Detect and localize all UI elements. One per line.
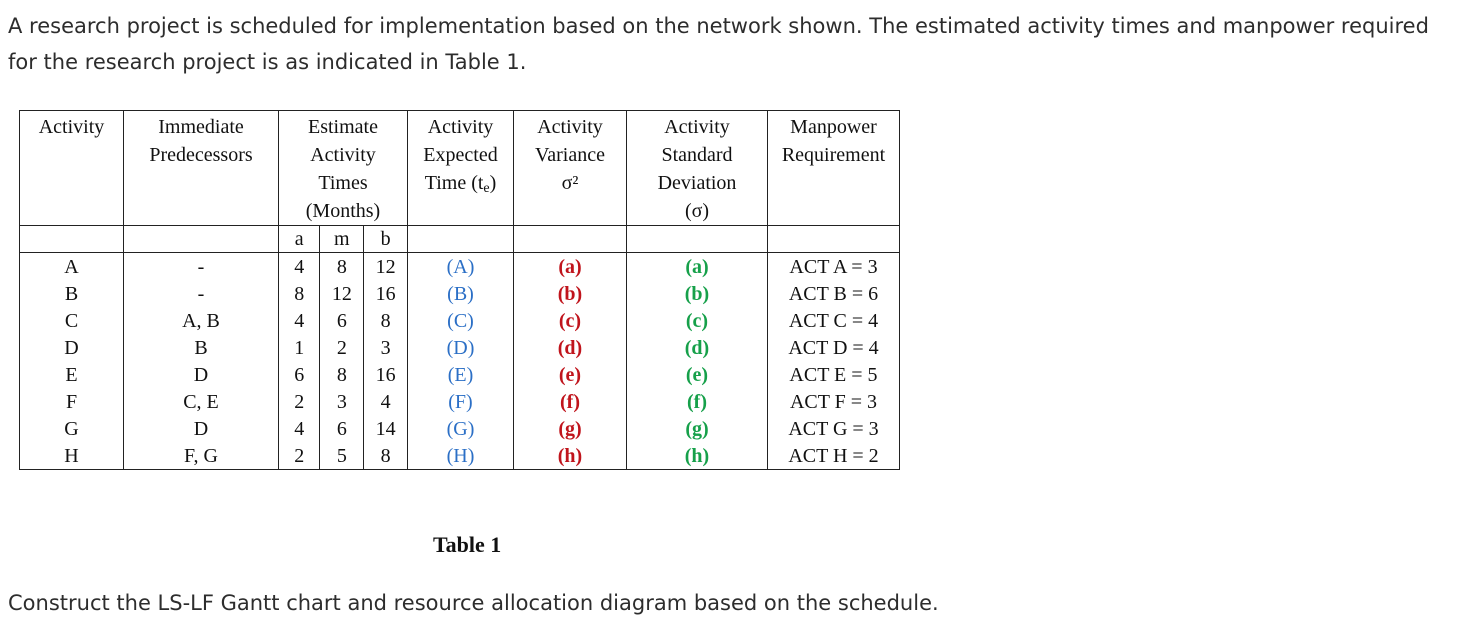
cell-activity: B — [20, 280, 124, 307]
table-header-row — [20, 111, 900, 226]
cell-b: 8 — [364, 442, 408, 470]
cell-b: 12 — [364, 253, 408, 281]
cell-activity: A — [20, 253, 124, 281]
cell-variance: (f) — [514, 388, 627, 415]
cell-variance: (c) — [514, 307, 627, 334]
cell-std-deviation: (a) — [627, 253, 768, 281]
cell-m: 5 — [320, 442, 364, 470]
cell-m: 6 — [320, 307, 364, 334]
cell-activity: F — [20, 388, 124, 415]
table-row — [20, 253, 900, 281]
cell-std-deviation: (h) — [627, 442, 768, 470]
cell-a: 4 — [279, 415, 320, 442]
header-manpower: Manpower Requirement — [768, 111, 900, 226]
header-std-deviation: Activity Standard Deviation (σ) — [627, 111, 768, 226]
table-caption: Table 1 — [433, 532, 502, 557]
cell-predecessors: B — [124, 334, 279, 361]
cell-a: 2 — [279, 388, 320, 415]
cell-manpower: ACT C = 4 — [768, 307, 900, 334]
cell-expected-time: (C) — [408, 307, 514, 334]
cell-m: 8 — [320, 253, 364, 281]
subheader-b: b — [364, 226, 408, 253]
cell-expected-time: (F) — [408, 388, 514, 415]
table-row — [20, 388, 900, 415]
cell-activity: D — [20, 334, 124, 361]
cell-b: 16 — [364, 280, 408, 307]
cell-activity: H — [20, 442, 124, 470]
cell-std-deviation: (e) — [627, 361, 768, 388]
cell-predecessors: F, G — [124, 442, 279, 470]
cell-predecessors: D — [124, 415, 279, 442]
cell-b: 3 — [364, 334, 408, 361]
cell-predecessors: A, B — [124, 307, 279, 334]
cell-std-deviation: (g) — [627, 415, 768, 442]
cell-a: 8 — [279, 280, 320, 307]
cell-activity: C — [20, 307, 124, 334]
cell-manpower: ACT H = 2 — [768, 442, 900, 470]
table-row — [20, 280, 900, 307]
cell-variance: (d) — [514, 334, 627, 361]
cell-manpower: ACT G = 3 — [768, 415, 900, 442]
cell-manpower: ACT E = 5 — [768, 361, 900, 388]
cell-expected-time: (H) — [408, 442, 514, 470]
cell-predecessors: - — [124, 253, 279, 281]
table-row — [20, 415, 900, 442]
header-variance: Activity Variance σ² — [514, 111, 627, 226]
cell-m: 3 — [320, 388, 364, 415]
header-estimate: Estimate Activity Times (Months) — [279, 111, 408, 226]
cell-manpower: ACT D = 4 — [768, 334, 900, 361]
cell-variance: (g) — [514, 415, 627, 442]
cell-std-deviation: (c) — [627, 307, 768, 334]
cell-expected-time: (E) — [408, 361, 514, 388]
cell-predecessors: D — [124, 361, 279, 388]
cell-variance: (a) — [514, 253, 627, 281]
cell-manpower: ACT B = 6 — [768, 280, 900, 307]
intro-paragraph: A research project is scheduled for implementation based on the network shown. The estimated activity times and manpower required for the research project is as indicated in Table 1. — [8, 14, 1429, 74]
cell-manpower: ACT A = 3 — [768, 253, 900, 281]
cell-a: 2 — [279, 442, 320, 470]
subheader-a: a — [279, 226, 320, 253]
cell-b: 16 — [364, 361, 408, 388]
header-activity: Activity — [20, 111, 124, 226]
cell-variance: (e) — [514, 361, 627, 388]
cell-expected-time: (D) — [408, 334, 514, 361]
table-row — [20, 307, 900, 334]
cell-expected-time: (B) — [408, 280, 514, 307]
cell-predecessors: - — [124, 280, 279, 307]
header-expected-time: Activity Expected Time (te) — [408, 111, 514, 226]
table-subheader-row — [20, 226, 900, 253]
cell-variance: (b) — [514, 280, 627, 307]
cell-m: 2 — [320, 334, 364, 361]
cell-predecessors: C, E — [124, 388, 279, 415]
cell-std-deviation: (f) — [627, 388, 768, 415]
cell-b: 14 — [364, 415, 408, 442]
cell-a: 1 — [279, 334, 320, 361]
cell-a: 6 — [279, 361, 320, 388]
cell-expected-time: (G) — [408, 415, 514, 442]
cell-a: 4 — [279, 307, 320, 334]
cell-m: 8 — [320, 361, 364, 388]
table-row — [20, 334, 900, 361]
cell-manpower: ACT F = 3 — [768, 388, 900, 415]
cell-b: 4 — [364, 388, 408, 415]
cell-m: 6 — [320, 415, 364, 442]
cell-activity: G — [20, 415, 124, 442]
cell-b: 8 — [364, 307, 408, 334]
instruction-paragraph: Construct the LS-LF Gantt chart and resource allocation diagram based on the schedule. — [8, 591, 939, 615]
cell-expected-time: (A) — [408, 253, 514, 281]
subheader-m: m — [320, 226, 364, 253]
cell-variance: (h) — [514, 442, 627, 470]
table-body — [20, 253, 900, 470]
header-predecessors: Immediate Predecessors — [124, 111, 279, 226]
cell-activity: E — [20, 361, 124, 388]
cell-a: 4 — [279, 253, 320, 281]
cell-m: 12 — [320, 280, 364, 307]
table-row — [20, 361, 900, 388]
activity-table — [19, 110, 900, 470]
table-row — [20, 442, 900, 470]
cell-std-deviation: (b) — [627, 280, 768, 307]
cell-std-deviation: (d) — [627, 334, 768, 361]
